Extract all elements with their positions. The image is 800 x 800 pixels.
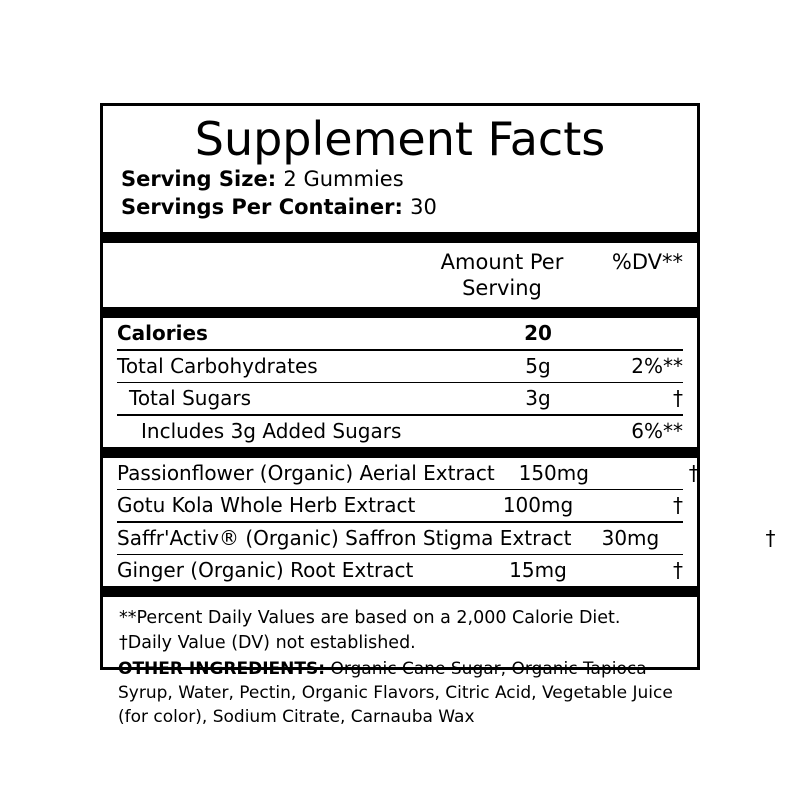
ingredient-name: Passionflower (Organic) Aerial Extract: [117, 460, 495, 485]
ingredient-amount: 150mg: [518, 460, 589, 485]
nutrient-name: Total Carbohydrates: [117, 353, 318, 378]
table-row: [103, 490, 697, 521]
serving-size-label: Serving Size:: [121, 166, 277, 191]
ingredient-rows: [103, 458, 776, 587]
divider-thick-bottom: [103, 586, 697, 597]
table-row: [103, 555, 697, 586]
nutrient-dv: †: [673, 386, 683, 411]
serving-size-line: [103, 165, 697, 193]
servings-per-container-value: 30: [410, 195, 437, 220]
column-header-dv: %DV**: [611, 249, 683, 274]
nutrient-dv: 6%**: [631, 418, 683, 443]
supplement-facts-panel: [100, 103, 776, 670]
other-ingredients: [118, 657, 688, 729]
ingredient-dv: †: [673, 558, 683, 583]
nutrient-name: Calories: [117, 321, 208, 346]
column-header-amount: Amount Per Serving: [440, 249, 564, 300]
serving-info: [103, 165, 697, 232]
nutrient-amount: 5g: [525, 353, 551, 378]
ingredient-dv: †: [673, 493, 683, 518]
panel-title: Supplement Facts: [194, 112, 606, 166]
ingredient-amount: 30mg: [601, 525, 660, 550]
table-row: [103, 416, 697, 447]
table-row: [103, 318, 697, 349]
footnote-dagger: †Daily Value (DV) not established.: [119, 633, 416, 654]
nutrient-dv: 2%**: [631, 353, 683, 378]
divider-thick-middle: [103, 447, 697, 458]
footnote-percent-dv: **Percent Daily Values are based on a 2,000 Calorie Diet.: [119, 608, 621, 629]
ingredient-name: Gotu Kola Whole Herb Extract: [117, 493, 416, 518]
table-row: [103, 458, 697, 489]
ingredient-dv: †: [765, 525, 776, 550]
table-row: [103, 383, 697, 414]
other-ingredients-label: OTHER INGREDIENTS:: [118, 659, 326, 679]
nutrient-name: Total Sugars: [129, 386, 252, 411]
nutrient-amount: 20: [524, 321, 552, 346]
column-header-row: [103, 243, 697, 308]
ingredient-name: Saffr'Activ® (Organic) Saffron Stigma Extract: [117, 525, 572, 550]
ingredient-name: Ginger (Organic) Root Extract: [117, 558, 414, 583]
divider-thick-header: [103, 307, 697, 318]
nutrient-rows: [103, 318, 697, 447]
serving-size-value: 2 Gummies: [283, 166, 404, 191]
nutrient-name: Includes 3g Added Sugars: [141, 418, 402, 443]
divider-thick-top: [103, 232, 697, 243]
servings-per-container-line: [103, 193, 697, 221]
nutrient-amount: 3g: [525, 386, 551, 411]
ingredient-amount: 100mg: [502, 493, 574, 518]
other-ingredients-text: Organic Cane Sugar, Organic Tapioca Syrup, Water, Pectin, Organic Flavors, Citric Acid, Vegetable Juice (for color), Sodium Citrate, Carnauba Wax: [118, 659, 673, 728]
table-row: [103, 523, 776, 554]
servings-per-container-label: Servings Per Container:: [121, 195, 403, 220]
table-row: [103, 351, 697, 382]
ingredient-dv: †: [688, 460, 699, 485]
ingredient-amount: 15mg: [509, 558, 567, 583]
